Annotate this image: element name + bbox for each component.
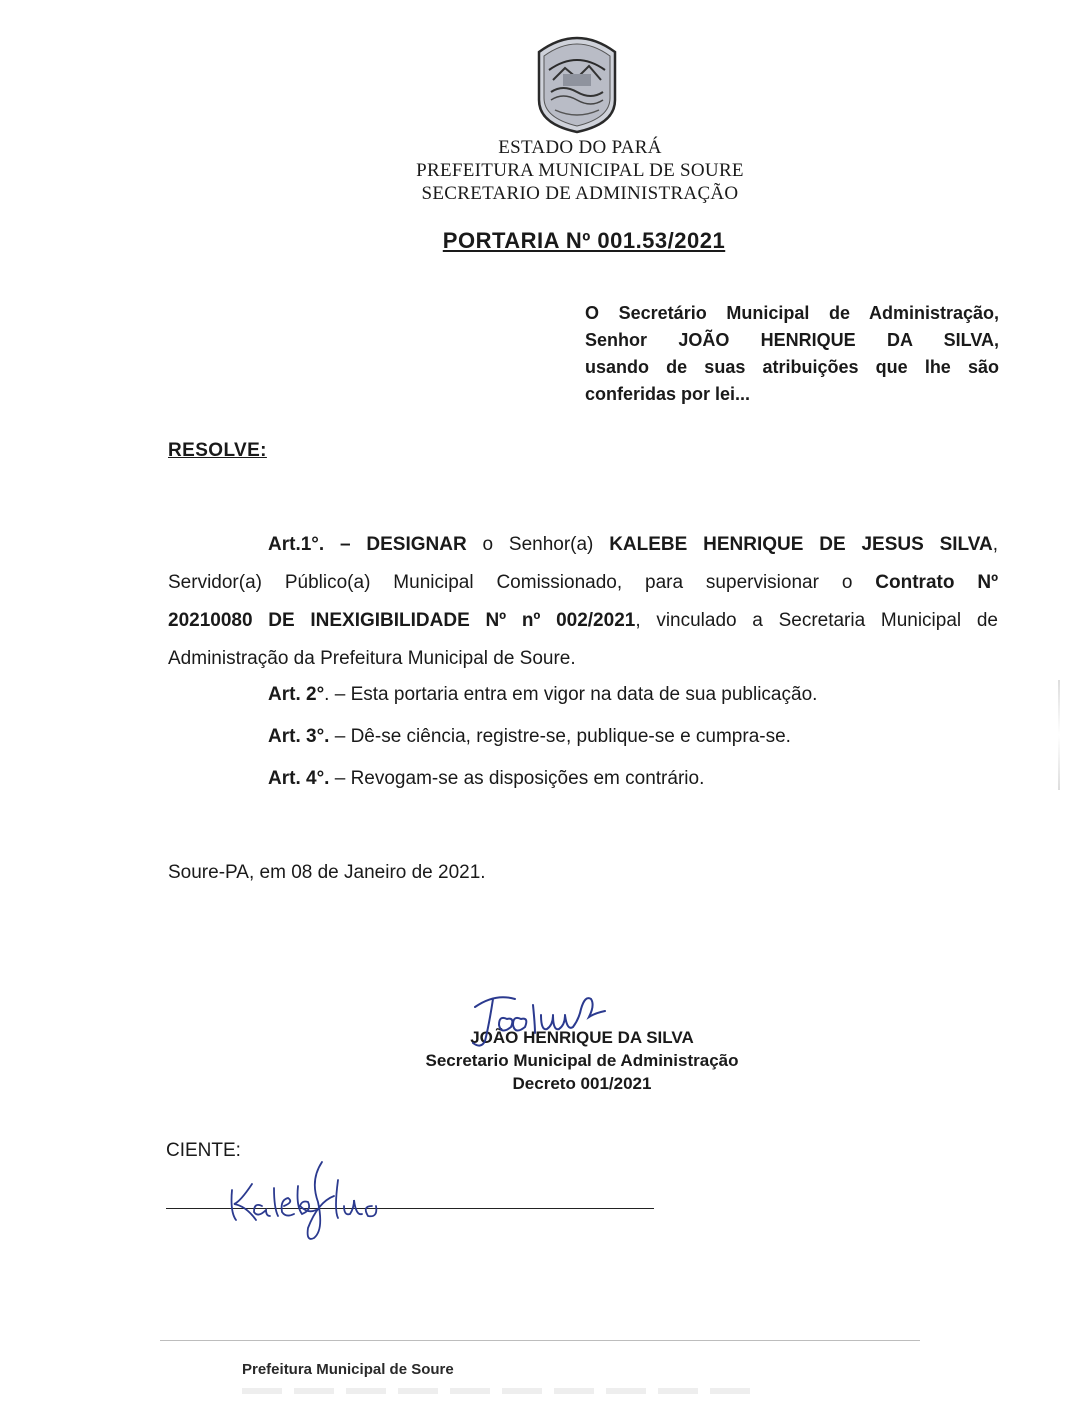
art1-name: KALEBE HENRIQUE DE JESUS SILVA [609, 534, 993, 555]
signature-joao-icon [455, 985, 635, 1055]
article-2 [268, 683, 817, 707]
art1-label: Art.1°. – [268, 534, 351, 555]
header-department: SECRETARIO DE ADMINISTRAÇÃO [421, 183, 739, 204]
date-line: Soure-PA, em 08 de Janeiro de 2021. [168, 862, 486, 883]
article-1 [168, 526, 998, 678]
footer-divider [160, 1340, 920, 1341]
art3-label: Art. 3°. [268, 726, 330, 747]
municipal-seal-icon [535, 30, 619, 134]
preamble-line-4: conferidas por lei... [585, 384, 751, 404]
art1-line-4: Administração da Prefeitura Municipal de Soure. [168, 648, 576, 669]
header-state: ESTADO DO PARÁ [498, 137, 662, 158]
signatory-role: Secretario Municipal de Administração [425, 1051, 739, 1070]
signatory-name: JOÃO HENRIQUE DA SILVA [470, 1028, 694, 1047]
preamble-line-2: Senhor JOÃO HENRIQUE DA SILVA, [585, 330, 999, 350]
art1-line-3: , vinculado a Secretaria Municipal de [635, 610, 998, 631]
signatory-decree: Decreto 001/2021 [512, 1074, 652, 1093]
page-title: PORTARIA Nº 001.53/2021 [442, 228, 726, 253]
art2-text: . – Esta portaria entra em vigor na data de sua publicação. [324, 684, 818, 705]
art1-line-2: Servidor(a) Público(a) Municipal Comissionado, para supervisionar o [168, 572, 876, 593]
art4-text: – Revogam-se as disposições em contrário. [329, 768, 705, 789]
preamble-line-3: usando de suas atribuições que lhe são [585, 357, 999, 377]
preamble-line-1: O Secretário Municipal de Administração, [585, 303, 999, 323]
art2-label: Art. 2° [268, 684, 325, 705]
scan-artifact [1058, 680, 1060, 790]
header-city: PREFEITURA MUNICIPAL DE SOURE [416, 160, 744, 181]
article-3 [268, 725, 791, 749]
art1-text-2: , [992, 534, 998, 555]
art1-verb: DESIGNAR [366, 534, 467, 555]
ciente-label: CIENTE: [166, 1140, 241, 1161]
art1-contract-a: Contrato Nº [875, 572, 999, 593]
art4-label: Art. 4°. [268, 768, 330, 789]
footer-faded-line [242, 1388, 762, 1394]
article-4 [268, 767, 704, 791]
preamble [585, 300, 999, 408]
art3-text: – Dê-se ciência, registre-se, publique-se e cumpra-se. [329, 726, 791, 747]
art1-contract-b: 20210080 DE INEXIGIBILIDADE Nº nº 002/2021 [168, 610, 636, 631]
resolve-heading: RESOLVE: [168, 440, 267, 461]
signature-kalebe-icon [222, 1150, 402, 1242]
art1-text-1: o Senhor(a) [466, 534, 610, 555]
footer-text: Prefeitura Municipal de Soure [242, 1361, 454, 1378]
